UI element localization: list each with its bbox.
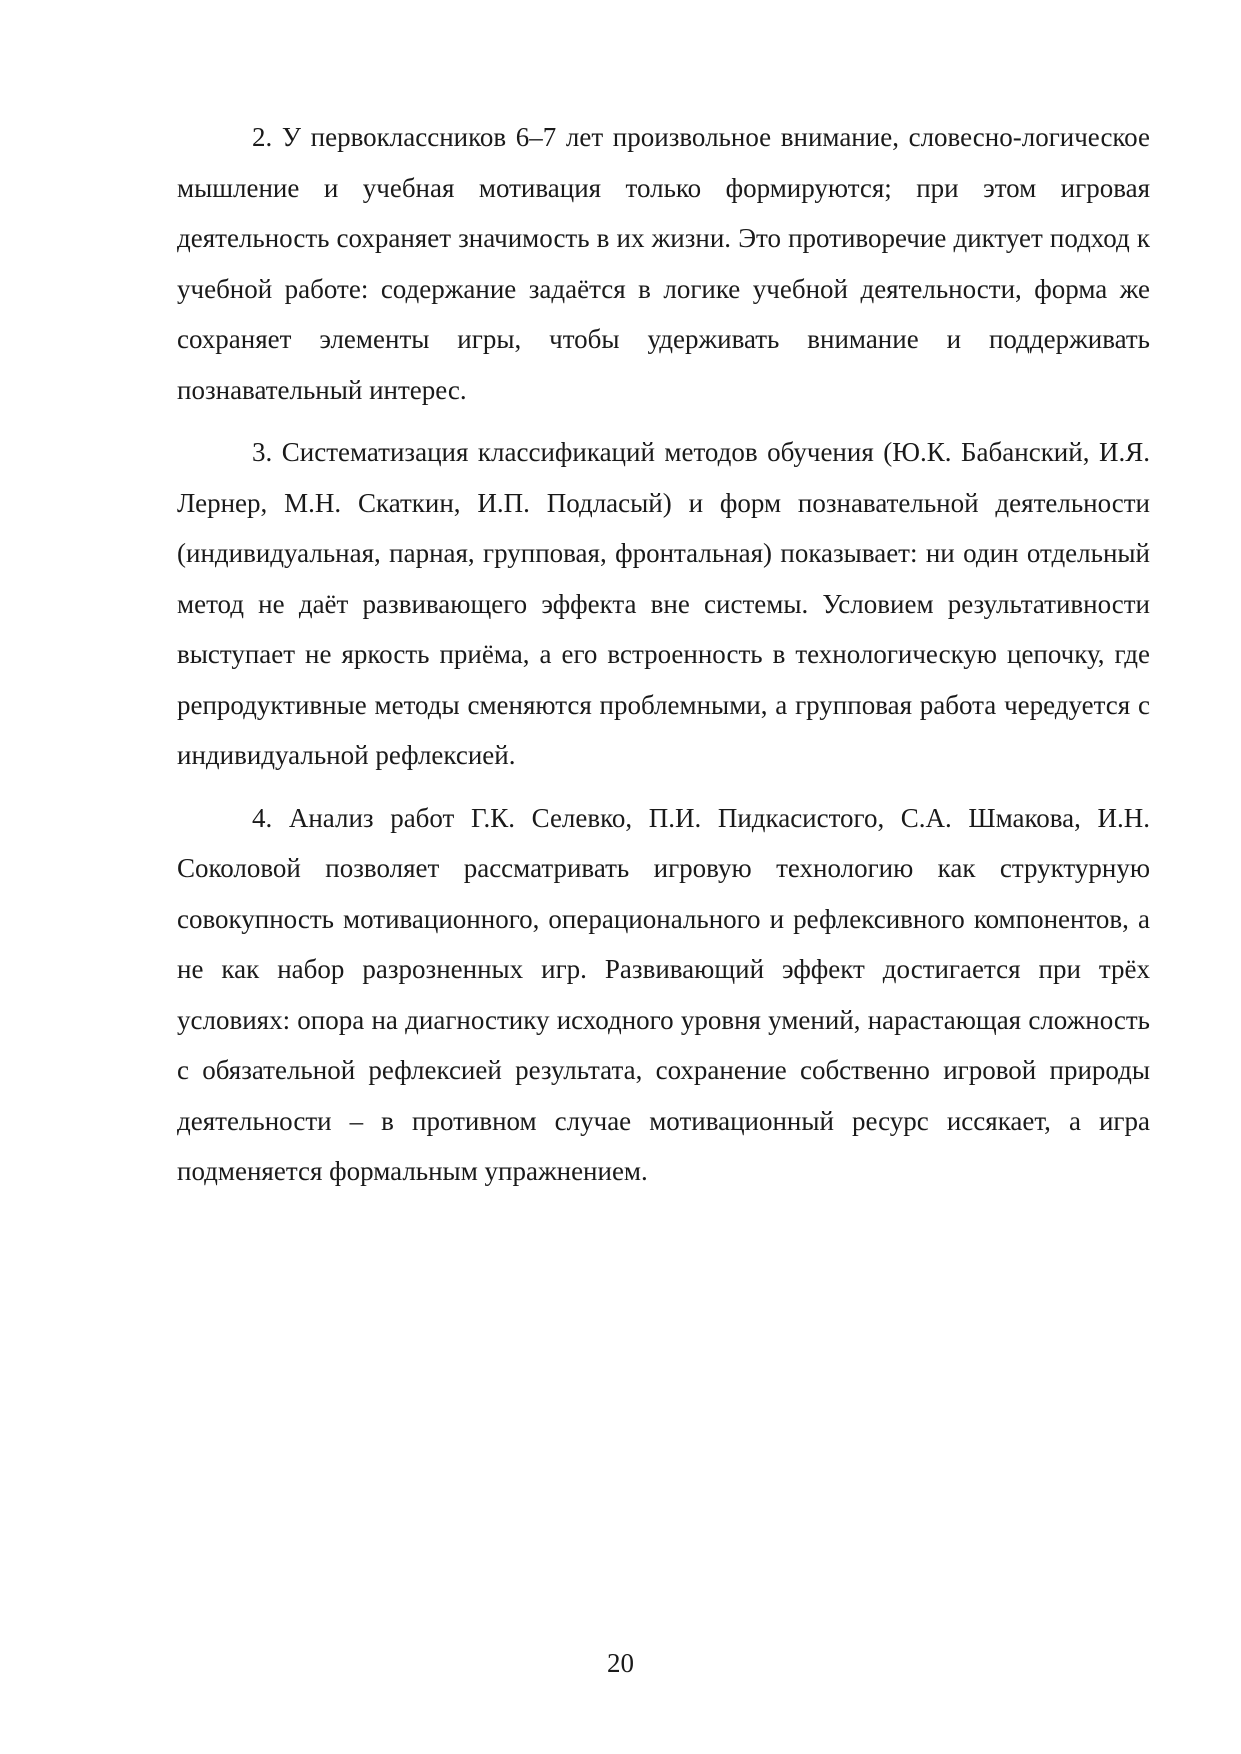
paragraph-3: 3. Систематизация классификаций методов обучения (Ю.К. Бабанский, И.Я. Лернер, М.Н. Скаткин, И.П. Подласый) и форм познавательной деятельности (индивидуальная, парная, групповая, фронтальная) показывает: ни один отдельный метод не даёт развивающего эффекта вне системы. Условием результативности выступает не яркость приёма, а его встроенность в технологическую цепочку, где репродуктивные методы сменяются проблемными, а групповая работа чередуется с индивидуальной рефлексией. <box>177 437 1150 770</box>
paragraph-4: 4. Анализ работ Г.К. Селевко, П.И. Пидкасистого, С.А. Шмакова, И.Н. Соколовой позволяет рассматривать игровую технологию как структурную совокупность мотивационного, операционального и рефлексивного компонентов, а не как набор разрозненных игр. Развивающий эффект достигается при трёх условиях: опора на диагностику исходного уровня умений, нарастающая сложность с обязательной рефлексией результата, сохранение собственно игровой природы деятельности – в противном случае мотивационный ресурс иссякает, а игра подменяется формальным упражнением. <box>177 802 1150 1186</box>
page-number: 20 <box>607 1648 634 1678</box>
paragraph-2: 2. У первоклассников 6–7 лет произвольное внимание, словесно-логическое мышление и учебная мотивация только формируются; при этом игровая деятельность сохраняет значимость в их жизни. Это противоречие диктует подход к учебной работе: содержание задаётся в логике учебной деятельности, форма же сохраняет элементы игры, чтобы удерживать внимание и поддерживать познавательный интерес. <box>177 122 1150 405</box>
body-text <box>177 112 1150 1209</box>
